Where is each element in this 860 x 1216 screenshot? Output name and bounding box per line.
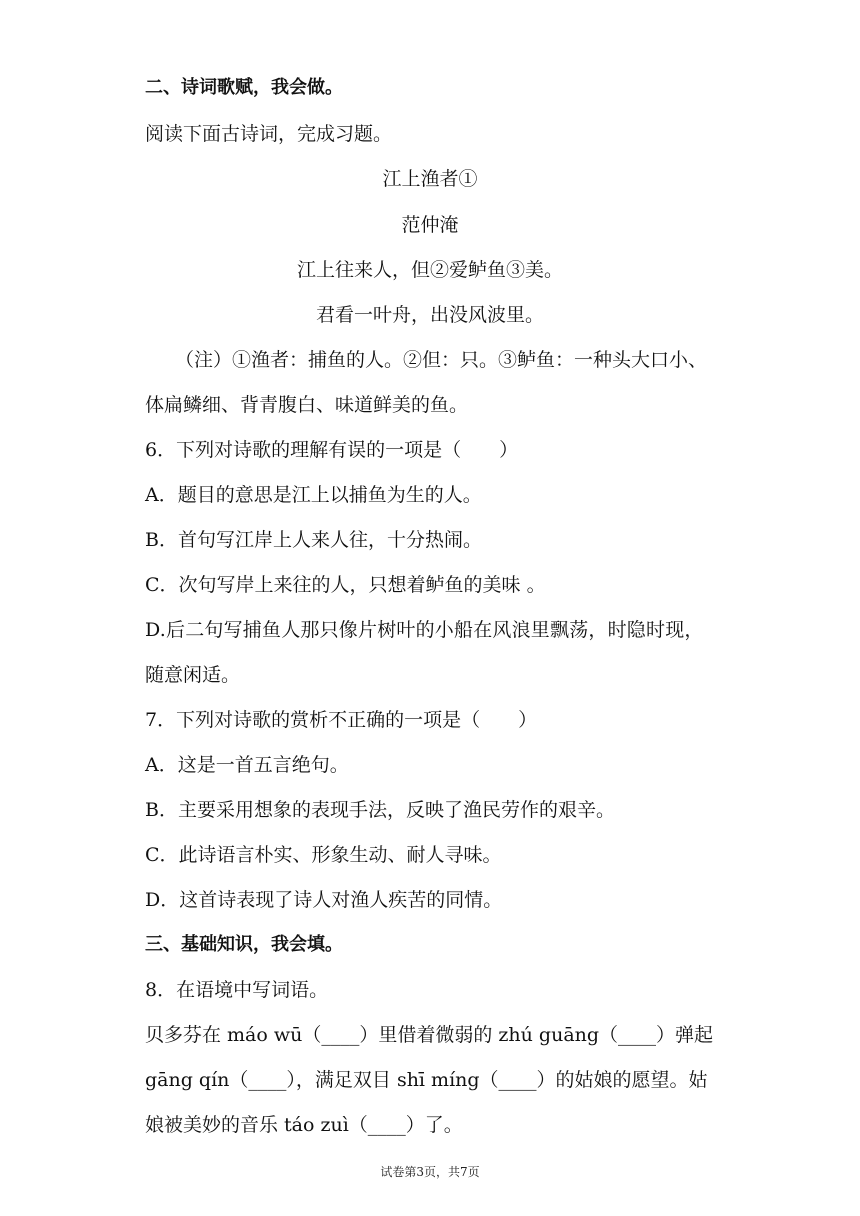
question-8-text-line-3: 娘被美妙的音乐 táo zuì（____）了。 [145, 1114, 463, 1136]
section-2-heading: 二、诗词歌赋，我会做。 [145, 77, 343, 98]
question-7-option-b: B．主要采用想象的表现手法，反映了渔民劳作的艰辛。 [145, 799, 615, 821]
question-6-option-c: C．次句写岸上来往的人，只想着鲈鱼的美味 。 [145, 574, 546, 596]
question-6-option-d-line-1: D.后二句写捕鱼人那只像片树叶的小船在风浪里飘荡，时隐时现， [145, 619, 704, 641]
poem-notes-line-2: 体扁鳞细、背青腹白、味道鲜美的鱼。 [145, 394, 469, 416]
poem-title: 江上渔者① [382, 168, 478, 190]
question-8-stem: 8．在语境中写词语。 [145, 979, 329, 1001]
poem-notes-line-1: （注）①渔者：捕鱼的人。②但：只。③鲈鱼：一种头大口小、 [175, 349, 708, 371]
page-footer: 试卷第3页，共7页 [380, 1165, 480, 1179]
question-6-option-d-line-2: 随意闲适。 [145, 664, 241, 686]
poem-line-1: 江上往来人，但②爱鲈鱼③美。 [296, 259, 563, 281]
question-7-option-c: C．此诗语言朴实、形象生动、耐人寻味。 [145, 844, 502, 866]
poem-line-2: 君看一叶舟，出没风波里。 [315, 304, 544, 326]
question-8-text-line-1: 贝多芬在 máo wū（____）里借着微弱的 zhú guāng（____）弹起 [145, 1024, 714, 1046]
question-7-option-d: D．这首诗表现了诗人对渔人疾苦的同情。 [145, 889, 503, 911]
question-8-text-line-2: gāng qín（____），满足双目 shī míng（____）的姑娘的愿望。姑 [145, 1069, 708, 1091]
question-7-option-a: A．这是一首五言绝句。 [145, 754, 349, 776]
reading-instruction: 阅读下面古诗词，完成习题。 [145, 123, 393, 145]
question-6-option-b: B．首句写江岸上人来人往，十分热闹。 [145, 529, 482, 551]
question-7-stem: 7．下列对诗歌的赏析不正确的一项是（ ） [145, 709, 538, 731]
section-3-heading: 三、基础知识，我会填。 [145, 934, 343, 955]
question-6-option-a: A．题目的意思是江上以捕鱼为生的人。 [145, 484, 482, 506]
poem-author: 范仲淹 [401, 214, 459, 236]
question-6-stem: 6．下列对诗歌的理解有误的一项是（ ） [145, 439, 519, 461]
